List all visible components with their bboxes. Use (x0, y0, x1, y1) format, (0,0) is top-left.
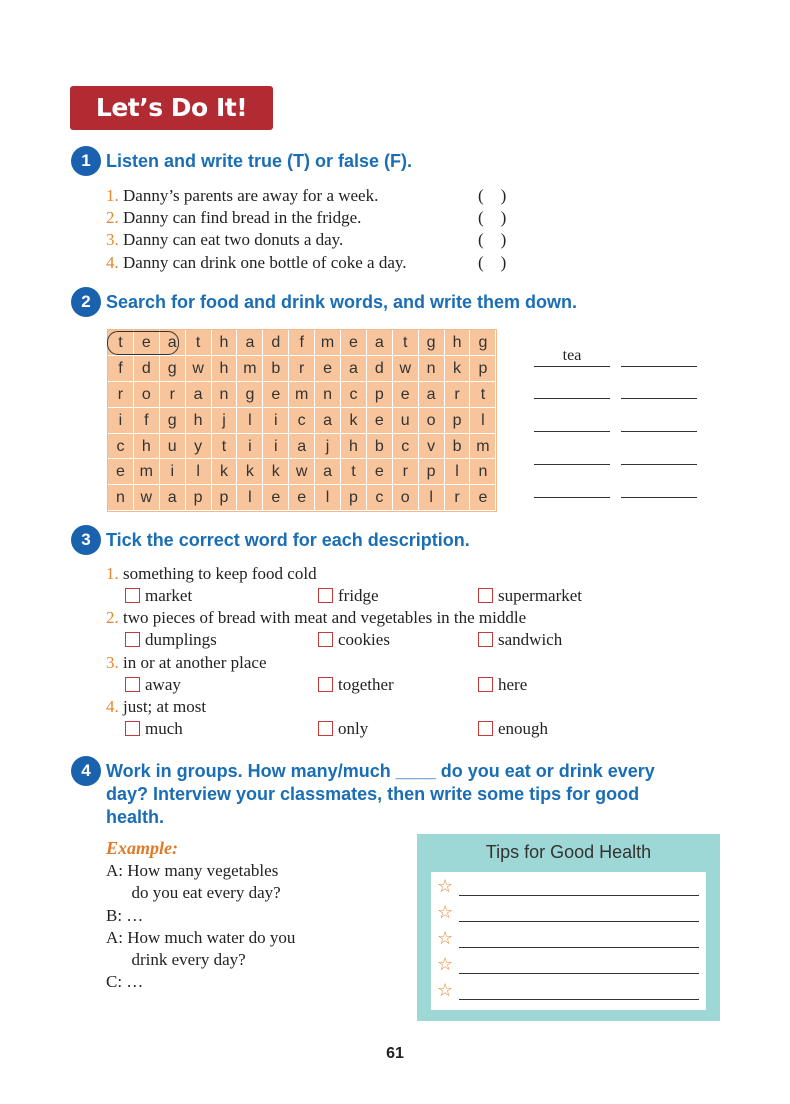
grid-letter[interactable]: e (470, 485, 496, 511)
grid-letter[interactable]: g (419, 330, 445, 356)
star-icon: ☆ (437, 954, 454, 975)
grid-letter[interactable]: m (237, 356, 263, 382)
dialogue-line: do you eat every day? (106, 883, 281, 902)
star-icon: ☆ (437, 876, 454, 897)
grid-letter[interactable]: g (470, 330, 496, 356)
grid-letter[interactable]: n (470, 459, 496, 485)
star-icon: ☆ (437, 980, 454, 1001)
tf-item-3: 3. Danny can eat two donuts a day. (106, 230, 344, 249)
grid-letter[interactable]: m (470, 434, 496, 460)
section-3-title: Tick the correct word for each description. (106, 530, 470, 550)
answer-blank[interactable] (534, 477, 610, 498)
tea-circle-highlight (107, 331, 179, 355)
grid-letter[interactable]: e (263, 485, 289, 511)
grid-letter[interactable]: k (445, 356, 471, 382)
grid-letter[interactable]: c (393, 434, 419, 460)
dialogue-line: A: How much water do you (106, 928, 296, 947)
grid-letter[interactable]: h (212, 356, 238, 382)
grid-letter[interactable]: d (367, 356, 393, 382)
checkbox[interactable] (318, 588, 333, 603)
section-1-title: Listen and write true (T) or false (F). (106, 151, 413, 171)
grid-letter[interactable]: m (315, 330, 341, 356)
example-label: Example: (106, 838, 178, 858)
grid-letter[interactable]: b (263, 356, 289, 382)
grid-letter[interactable]: a (367, 330, 393, 356)
grid-letter[interactable]: e (367, 459, 393, 485)
grid-letter[interactable]: c (341, 382, 367, 408)
grid-letter[interactable]: e (367, 408, 393, 434)
answer-blank[interactable] (534, 411, 610, 432)
grid-letter[interactable]: w (186, 356, 212, 382)
option-away[interactable]: away (125, 674, 181, 696)
tip-row[interactable] (437, 902, 699, 924)
option-supermarket[interactable]: supermarket (478, 585, 582, 607)
section-3-number: 3 (71, 525, 101, 555)
option-here[interactable]: here (478, 674, 527, 696)
grid-letter[interactable]: t (341, 459, 367, 485)
grid-letter[interactable]: i (263, 408, 289, 434)
checkbox[interactable] (125, 588, 140, 603)
grid-letter[interactable]: g (237, 382, 263, 408)
grid-letter[interactable]: w (134, 485, 160, 511)
option-market[interactable]: market (125, 585, 192, 607)
grid-letter[interactable]: n (108, 485, 134, 511)
section-1-number: 1 (71, 146, 101, 176)
grid-letter[interactable]: w (289, 459, 315, 485)
answer-bracket[interactable]: ( ) (478, 230, 507, 249)
checkbox[interactable] (478, 677, 493, 692)
grid-letter[interactable]: c (289, 408, 315, 434)
grid-letter[interactable]: i (263, 434, 289, 460)
grid-letter[interactable]: b (367, 434, 393, 460)
grid-letter[interactable]: y (186, 434, 212, 460)
answer-blank[interactable] (534, 444, 610, 465)
answer-blank[interactable] (534, 378, 610, 399)
grid-letter[interactable]: l (237, 485, 263, 511)
grid-letter[interactable]: l (186, 459, 212, 485)
checkbox[interactable] (318, 632, 333, 647)
grid-letter[interactable]: a (315, 408, 341, 434)
word-search-grid (107, 329, 497, 512)
grid-letter[interactable]: n (419, 356, 445, 382)
checkbox[interactable] (125, 632, 140, 647)
grid-letter[interactable]: c (108, 434, 134, 460)
grid-letter[interactable]: r (160, 382, 186, 408)
grid-letter[interactable]: a (160, 330, 186, 356)
answer-blank[interactable] (621, 346, 697, 367)
grid-letter[interactable]: b (445, 434, 471, 460)
grid-letter[interactable]: t (212, 434, 238, 460)
section-4-number: 4 (71, 756, 101, 786)
option-fridge[interactable]: fridge (318, 585, 379, 607)
answer-blank[interactable] (621, 411, 697, 432)
grid-letter[interactable]: e (289, 485, 315, 511)
grid-letter[interactable]: a (289, 434, 315, 460)
grid-letter[interactable]: p (470, 356, 496, 382)
grid-letter[interactable]: o (134, 382, 160, 408)
tick-item-4: 4. just; at most (106, 697, 207, 716)
tip-row[interactable] (437, 928, 699, 950)
star-icon: ☆ (437, 902, 454, 923)
grid-letter[interactable]: r (445, 382, 471, 408)
tips-box (417, 834, 720, 1021)
section-2-number: 2 (71, 287, 101, 317)
tips-list (431, 872, 706, 1010)
grid-letter[interactable]: a (186, 382, 212, 408)
section-4-title-line-2: day? Interview your classmates, then write some tips for good (106, 784, 640, 804)
grid-letter[interactable]: l (419, 485, 445, 511)
grid-letter[interactable]: h (445, 330, 471, 356)
grid-letter[interactable]: l (470, 408, 496, 434)
grid-letter[interactable]: g (160, 408, 186, 434)
tick-item-2: 2. two pieces of bread with meat and vegetables in the middle (106, 608, 527, 627)
grid-letter[interactable]: j (212, 408, 238, 434)
tf-item-4: 4. Danny can drink one bottle of coke a day. (106, 253, 407, 272)
grid-letter[interactable]: o (419, 408, 445, 434)
grid-letter[interactable]: h (212, 330, 238, 356)
tick-item-1: 1. something to keep food cold (106, 564, 317, 583)
grid-letter[interactable]: a (419, 382, 445, 408)
page-number: 61 (386, 1045, 404, 1062)
option-cookies[interactable]: cookies (318, 629, 390, 651)
dialogue-line: A: How many vegetables (106, 861, 279, 880)
answer-blank[interactable]: tea (534, 346, 610, 367)
grid-letter[interactable]: i (160, 459, 186, 485)
tip-row[interactable] (437, 954, 699, 976)
checkbox[interactable] (478, 588, 493, 603)
grid-letter[interactable]: k (263, 459, 289, 485)
checkbox[interactable] (125, 677, 140, 692)
tip-line[interactable] (459, 999, 699, 1000)
grid-letter[interactable]: i (237, 434, 263, 460)
grid-letter[interactable]: k (237, 459, 263, 485)
answer-bracket[interactable]: ( ) (478, 253, 507, 272)
answer-blank[interactable] (621, 378, 697, 399)
option-only[interactable]: only (318, 718, 368, 740)
grid-letter[interactable]: h (186, 408, 212, 434)
option-sandwich[interactable]: sandwich (478, 629, 562, 651)
tip-row[interactable] (437, 876, 699, 898)
grid-letter[interactable]: f (108, 356, 134, 382)
grid-letter[interactable]: e (393, 382, 419, 408)
section-banner: Let’s Do It! (70, 86, 273, 130)
tip-line[interactable] (459, 895, 699, 896)
grid-letter[interactable]: a (315, 459, 341, 485)
option-much[interactable]: much (125, 718, 183, 740)
grid-letter[interactable]: r (108, 382, 134, 408)
grid-letter[interactable]: t (393, 330, 419, 356)
dialogue-line: drink every day? (106, 950, 246, 969)
grid-letter[interactable]: p (445, 408, 471, 434)
tip-row[interactable] (437, 980, 699, 1002)
answer-blank[interactable] (621, 477, 697, 498)
answer-bracket[interactable]: ( ) (478, 208, 507, 227)
grid-letter[interactable]: c (367, 485, 393, 511)
grid-letter[interactable]: t (186, 330, 212, 356)
option-dumplings[interactable]: dumplings (125, 629, 217, 651)
tip-line[interactable] (459, 947, 699, 948)
grid-letter[interactable]: l (315, 485, 341, 511)
grid-letter[interactable]: r (393, 459, 419, 485)
dialogue-line: C: … (106, 972, 144, 991)
grid-letter[interactable]: i (108, 408, 134, 434)
grid-letter[interactable]: l (237, 408, 263, 434)
tf-item-1: 1. Danny’s parents are away for a week. (106, 186, 379, 205)
grid-letter[interactable]: p (212, 485, 238, 511)
grid-letter[interactable]: j (315, 434, 341, 460)
tick-item-3: 3. in or at another place (106, 653, 267, 672)
grid-letter[interactable]: n (212, 382, 238, 408)
grid-letter[interactable]: p (341, 485, 367, 511)
grid-letter[interactable]: e (263, 382, 289, 408)
star-icon: ☆ (437, 928, 454, 949)
grid-letter[interactable]: m (134, 459, 160, 485)
answer-bracket[interactable]: ( ) (478, 186, 507, 205)
section-4-title-line-1: Work in groups. How many/much ____ do you eat or drink every (106, 761, 655, 781)
grid-letter[interactable]: h (341, 434, 367, 460)
grid-letter[interactable]: l (445, 459, 471, 485)
tip-line[interactable] (459, 921, 699, 922)
checkbox[interactable] (478, 721, 493, 736)
checkbox[interactable] (478, 632, 493, 647)
grid-letter[interactable]: w (393, 356, 419, 382)
grid-letter[interactable]: p (367, 382, 393, 408)
grid-letter[interactable]: u (160, 434, 186, 460)
grid-letter[interactable]: e (315, 356, 341, 382)
grid-letter[interactable]: a (237, 330, 263, 356)
grid-letter[interactable]: o (393, 485, 419, 511)
tf-item-2: 2. Danny can find bread in the fridge. (106, 208, 362, 227)
grid-letter[interactable]: m (289, 382, 315, 408)
grid-letter[interactable]: g (160, 356, 186, 382)
option-together[interactable]: together (318, 674, 394, 696)
section-4-title-line-3: health. (106, 807, 165, 827)
section-2-title: Search for food and drink words, and write them down. (106, 292, 578, 312)
answer-blank[interactable] (621, 444, 697, 465)
grid-letter[interactable]: t (108, 330, 134, 356)
grid-letter[interactable]: r (445, 485, 471, 511)
tip-line[interactable] (459, 973, 699, 974)
grid-letter[interactable]: r (289, 356, 315, 382)
grid-letter[interactable]: d (263, 330, 289, 356)
grid-letter[interactable]: u (393, 408, 419, 434)
grid-letter[interactable]: a (341, 356, 367, 382)
dialogue-line: B: … (106, 906, 144, 925)
checkbox[interactable] (318, 721, 333, 736)
grid-letter[interactable]: e (341, 330, 367, 356)
grid-letter[interactable]: p (419, 459, 445, 485)
grid-letter[interactable]: d (134, 356, 160, 382)
grid-letter[interactable]: v (419, 434, 445, 460)
option-enough[interactable]: enough (478, 718, 548, 740)
grid-letter[interactable]: h (134, 434, 160, 460)
grid-letter[interactable]: e (108, 459, 134, 485)
grid-letter[interactable]: a (160, 485, 186, 511)
grid-letter[interactable]: n (315, 382, 341, 408)
grid-letter[interactable]: f (289, 330, 315, 356)
grid-letter[interactable]: e (134, 330, 160, 356)
checkbox[interactable] (318, 677, 333, 692)
checkbox[interactable] (125, 721, 140, 736)
grid-letter[interactable]: p (186, 485, 212, 511)
grid-letter[interactable]: k (212, 459, 238, 485)
grid-letter[interactable]: t (470, 382, 496, 408)
grid-letter[interactable]: k (341, 408, 367, 434)
grid-letter[interactable]: f (134, 408, 160, 434)
tips-title: Tips for Good Health (485, 842, 652, 862)
